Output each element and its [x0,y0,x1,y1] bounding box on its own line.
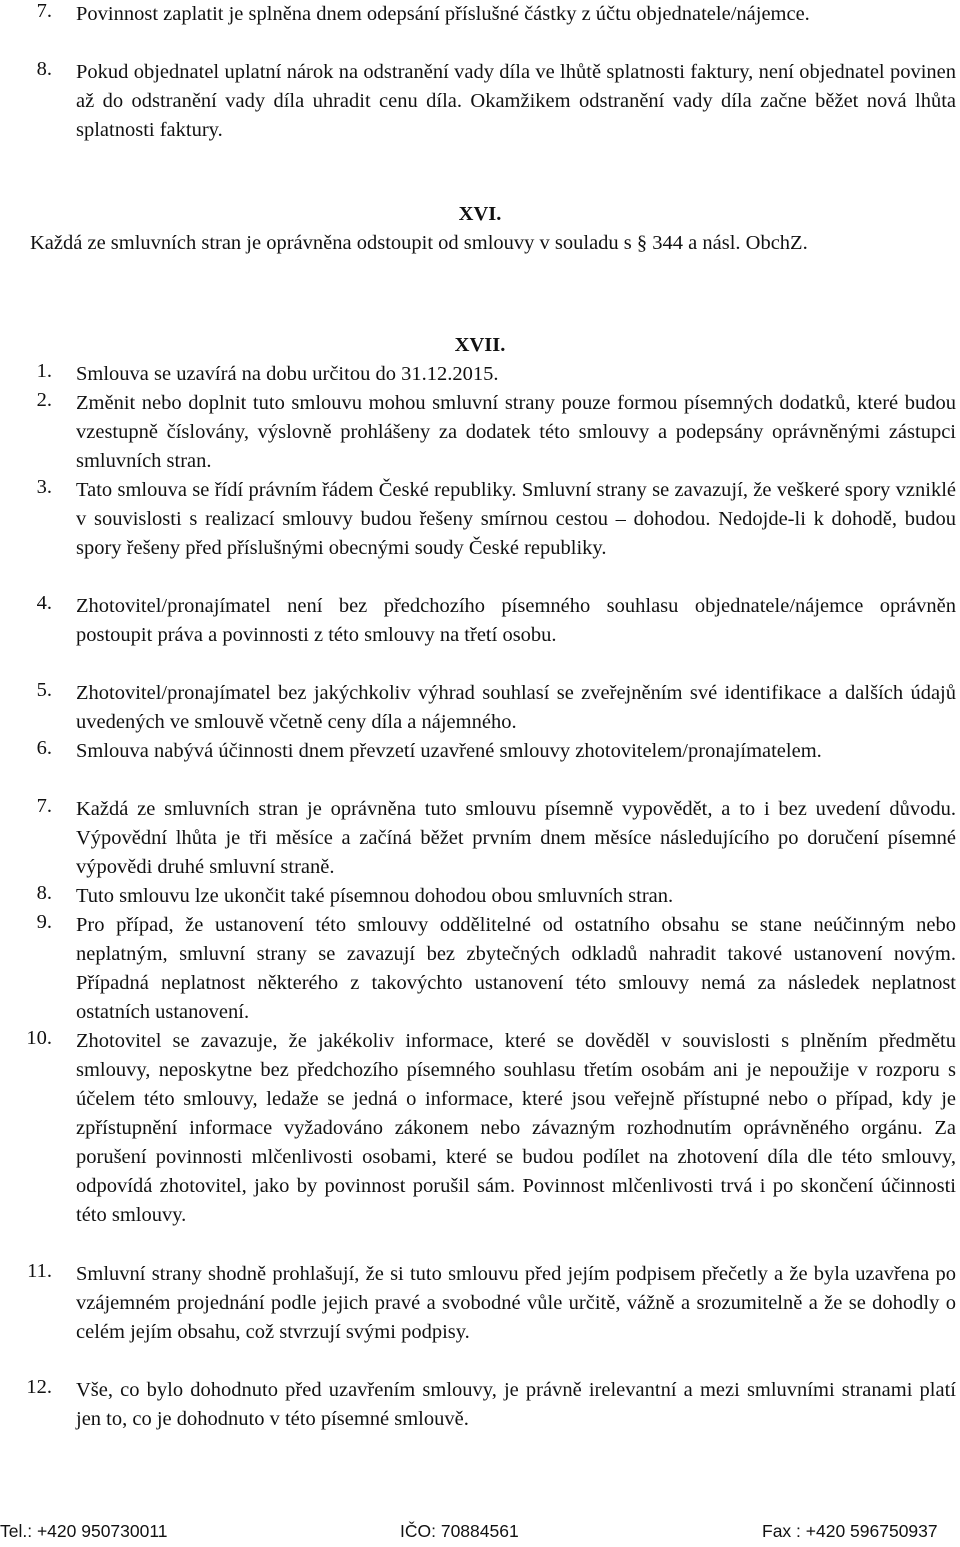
item-text: Zhotovitel se zavazuje, že jakékoliv informace, které se dověděl v souvislosti s plněním předmětu smlouvy, neposkytne bez předchozího písemného souhlasu třetím osobám ani je nepoužije v rozporu s účelem této smlouvy, ledaže se jedná o informace, které jsou veřejně přístupné nebo o případ, kdy je zpřístupnění informace vyžadováno zákonem nebo závazným rozhodnutím oprávněného orgánu. Za porušení povinnosti mlčenlivosti osobami, které se budou podílet na zhotovení díla dle této smlouvy, odpovídá zhotovitel, jako by povinnost porušil sám. Povinnost mlčenlivosti trvá i po skončení účinnosti této smlouvy. [76,1030,956,1226]
item-number: 8. [36,882,52,904]
item-number: 3. [36,476,52,498]
item-number: 9. [36,911,52,933]
item-text: Změnit nebo doplnit tuto smlouvu mohou smluvní strany pouze formou písemných dodatků, které budou vzestupně číslovány, výslovně prohlášeny za dodatek této smlouvy a podepsány oprávněnými zástupci smluvních stran. [76,392,956,472]
item-number: 12. [26,1376,52,1398]
item-text: Zhotovitel/pronajímatel není bez předchozího písemného souhlasu objednatele/nájemce oprávněn postoupit práva a povinnosti z této smlouvy na třetí osobu. [76,595,956,646]
item-number: 4. [36,592,52,614]
item-number: 10. [26,1027,52,1049]
footer-phone: Tel.: +420 950730011 [0,1521,168,1541]
section-heading-xvi: XVI. [458,203,502,225]
item-number: 2. [36,389,52,411]
item-text: Smluvní strany shodně prohlašují, že si tuto smlouvu před jejím podpisem přečetly a že byla uzavřena po vzájemném projednání podle jejich pravé a svobodné vůle určitě, vážně a srozumitelně a že se dohodly o celém jejím obsahu, což stvrzují svými podpisy. [76,1263,956,1343]
section-xvi-text: Každá ze smluvních stran je oprávněna odstoupit od smlouvy v souladu s § 344 a násl. ObchZ. [30,232,808,254]
item-text: Pokud objednatel uplatní nárok na odstranění vady díla ve lhůtě splatnosti faktury, není objednatel povinen až do odstranění vady díla uhradit cenu díla. Okamžikem odstranění vady díla začne běžet nová lhůta splatnosti faktury. [76,61,956,141]
section-heading-xvii: XVII. [454,334,506,356]
item-text: Smlouva se uzavírá na dobu určitou do 31.12.2015. [76,363,499,385]
item-number: 5. [36,679,52,701]
item-number: 7. [36,795,52,817]
item-number: 1. [36,360,52,382]
item-text: Tuto smlouvu lze ukončit také písemnou dohodou obou smluvních stran. [76,885,674,907]
footer-fax: Fax : +420 596750937 [762,1521,938,1541]
item-text: Pro případ, že ustanovení této smlouvy oddělitelné od ostatního obsahu se stane neúčinným nebo neplatným, smluvní strany se zavazují bez zbytečných odkladů nahradit takové ustanovení novým. Případná neplatnost některého z takovýchto ustanovení této smlouvy nemá za následek neplatnost ostatních ustanovení. [76,914,956,1023]
page-footer [0,1521,960,1545]
footer-ico: IČO: 70884561 [400,1521,519,1541]
item-text: Každá ze smluvních stran je oprávněna tuto smlouvu písemně vypovědět, a to i bez uvedení důvodu. Výpovědní lhůta je tři měsíce a začíná běžet prvním dnem měsíce následujícího po doručení písemné výpovědi druhé smluvní straně. [76,798,956,878]
item-number: 7. [36,0,52,22]
item-text: Povinnost zaplatit je splněna dnem odepsání příslušné částky z účtu objednatele/nájemce. [76,3,810,25]
item-number: 11. [27,1260,52,1282]
item-text: Tato smlouva se řídí právním řádem České republiky. Smluvní strany se zavazují, že veškeré spory vzniklé v souvislosti s realizací smlouvy budou řešeny smírnou cestou – dohodou. Nedojde-li k dohodě, budou spory řešeny před příslušnými obecnými soudy České republiky. [76,479,956,559]
item-text: Vše, co bylo dohodnuto před uzavřením smlouvy, je právně irelevantní a mezi smluvními stranami platí jen to, co je dohodnuto v této písemné smlouvě. [76,1379,956,1430]
item-text: Smlouva nabývá účinnosti dnem převzetí uzavřené smlouvy zhotovitelem/pronajímatelem. [76,740,822,762]
item-number: 8. [36,58,52,80]
item-number: 6. [36,737,52,759]
item-text: Zhotovitel/pronajímatel bez jakýchkoliv výhrad souhlasí se zveřejněním své identifikace a dalších údajů uvedených ve smlouvě včetně ceny díla a nájemného. [76,682,956,733]
